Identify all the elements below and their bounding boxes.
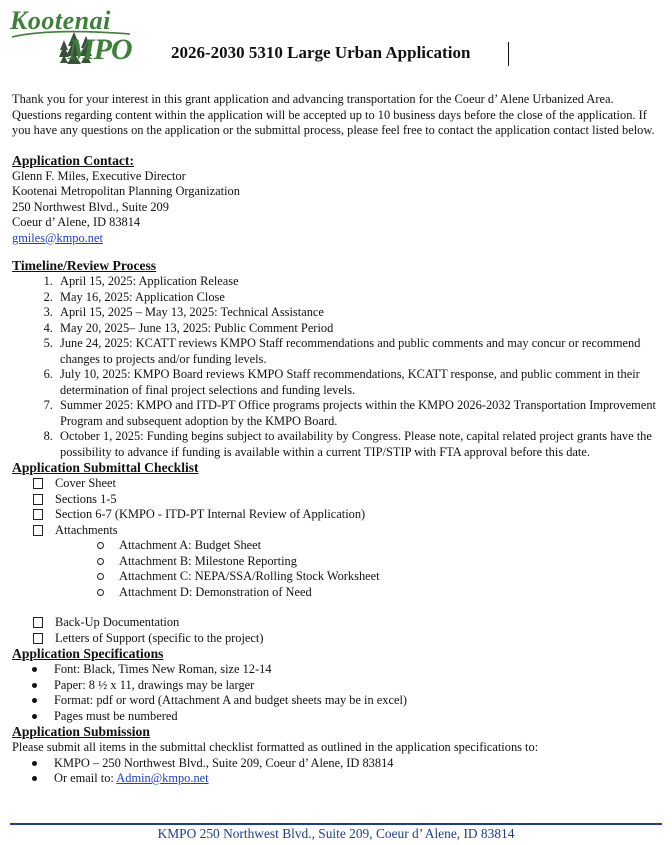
contact-org: Kootenai Metropolitan Planning Organization bbox=[12, 184, 240, 198]
contact-heading: Application Contact: bbox=[12, 152, 134, 168]
checkbox-icon[interactable] bbox=[33, 478, 43, 489]
submission-heading: Application Submission bbox=[12, 724, 150, 739]
contact-address-1: 250 Northwest Blvd., Suite 209 bbox=[12, 199, 169, 214]
contact-address-2: Coeur d’ Alene, ID 83814 bbox=[12, 215, 141, 229]
attachments-list bbox=[97, 538, 662, 600]
submission-list bbox=[12, 756, 662, 787]
checklist-section bbox=[12, 460, 662, 646]
circle-bullet-icon bbox=[97, 542, 104, 549]
checkbox-icon[interactable] bbox=[33, 494, 43, 505]
timeline-item: 8. October 1, 2025: Funding begins subject to availability by Congress. Please note, capital related project grants have the possibility to advance if funding is available within a current TIP/STIP with FTA approval before this date. bbox=[56, 429, 662, 460]
timeline-list bbox=[12, 274, 662, 460]
checklist-item: Sections 1-5 bbox=[33, 492, 662, 508]
checklist-list-after bbox=[12, 615, 662, 646]
contact-name: Glenn F. Miles, Executive Director bbox=[12, 168, 186, 183]
document-body bbox=[12, 92, 662, 787]
bullet-icon bbox=[32, 698, 37, 703]
checklist-item: Cover Sheet bbox=[33, 476, 662, 492]
circle-bullet-icon bbox=[97, 558, 104, 565]
kmpo-logo bbox=[10, 6, 138, 64]
specs-list bbox=[12, 662, 662, 724]
bullet-icon bbox=[32, 776, 37, 781]
checklist-item: Letters of Support (specific to the project) bbox=[33, 631, 662, 647]
checklist-heading: Application Submittal Checklist bbox=[12, 460, 199, 475]
page-title: 2026-2030 5310 Large Urban Application bbox=[171, 43, 471, 62]
bullet-icon bbox=[32, 761, 37, 766]
checkbox-icon[interactable] bbox=[33, 617, 43, 628]
admin-email-link[interactable]: Admin@kmpo.net bbox=[116, 771, 209, 785]
submission-section bbox=[12, 724, 662, 787]
bullet-icon bbox=[32, 683, 37, 688]
submission-item: Or email to: Admin@kmpo.net bbox=[32, 771, 662, 787]
timeline-item: 7. Summer 2025: KMPO and ITD-PT Office programs projects within the KMPO 2026-2032 Transportation Improvement Program and subsequent adoption by the KMPO Board. bbox=[56, 398, 662, 429]
attachment-item: Attachment A: Budget Sheet bbox=[97, 538, 662, 554]
bullet-icon bbox=[32, 667, 37, 672]
contact-email-link[interactable]: gmiles@kmpo.net bbox=[12, 230, 103, 245]
bullet-icon bbox=[32, 714, 37, 719]
footer-divider bbox=[10, 823, 662, 825]
specs-heading: Application Specifications bbox=[12, 646, 164, 661]
intro-paragraph: Thank you for your interest in this grant application and advancing transportation for the Coeur d’ Alene Urbanized Area. Questions regarding content within the application will be accepted up to 10 business days before the close of the application. If you have any questions on the application or the submittal process, please feel free to contact the application contact listed below. bbox=[12, 92, 655, 137]
checkbox-icon[interactable] bbox=[33, 525, 43, 536]
attachment-item: Attachment D: Demonstration of Need bbox=[97, 585, 662, 601]
checklist-item: Section 6-7 (KMPO - ITD-PT Internal Review of Application) bbox=[33, 507, 662, 523]
logo-mpo-text: MPO bbox=[68, 33, 132, 66]
spec-item: Font: Black, Times New Roman, size 12-14 bbox=[32, 662, 662, 678]
checklist-item: Back-Up Documentation bbox=[33, 615, 662, 631]
checkbox-icon[interactable] bbox=[33, 509, 43, 520]
timeline-item: 3. April 15, 2025 – May 13, 2025: Technical Assistance bbox=[56, 305, 662, 321]
page-footer: KMPO 250 Northwest Blvd., Suite 209, Coeur d’ Alene, ID 83814 bbox=[157, 826, 515, 841]
spec-item: Pages must be numbered bbox=[32, 709, 662, 725]
timeline-item: 4. May 20, 2025– June 13, 2025: Public Comment Period bbox=[56, 321, 662, 337]
timeline-item: 1. April 15, 2025: Application Release bbox=[56, 274, 662, 290]
circle-bullet-icon bbox=[97, 589, 104, 596]
contact-section bbox=[12, 153, 662, 247]
timeline-item: 2. May 16, 2025: Application Close bbox=[56, 290, 662, 306]
text-cursor bbox=[508, 42, 509, 66]
spec-item: Format: pdf or word (Attachment A and budget sheets may be in excel) bbox=[32, 693, 662, 709]
attachment-item: Attachment B: Milestone Reporting bbox=[97, 554, 662, 570]
checklist-item: Attachments Attachment A: Budget Sheet Attachment B: Milestone Reporting Attachment C: NEPA/SSA/Rolling Stock Worksheet Attachment D: Demonstration of Need bbox=[33, 523, 662, 601]
specs-section bbox=[12, 646, 662, 724]
submission-item: KMPO – 250 Northwest Blvd., Suite 209, Coeur d’ Alene, ID 83814 bbox=[32, 756, 662, 772]
circle-bullet-icon bbox=[97, 573, 104, 580]
checkbox-icon[interactable] bbox=[33, 633, 43, 644]
timeline-item: 5. June 24, 2025: KCATT reviews KMPO Staff recommendations and public comments and may concur or recommend changes to projects and/or funding levels. bbox=[56, 336, 662, 367]
timeline-item: 6. July 10, 2025: KMPO Board reviews KMPO Staff recommendations, KCATT response, and public comment in their determination of final project selections and funding levels. bbox=[56, 367, 662, 398]
checklist-list bbox=[12, 476, 662, 600]
spec-item: Paper: 8 ½ x 11, drawings may be larger bbox=[32, 678, 662, 694]
timeline-heading: Timeline/Review Process bbox=[12, 258, 157, 273]
logo-kootenai-text: Kootenai bbox=[10, 6, 111, 35]
attachment-item: Attachment C: NEPA/SSA/Rolling Stock Worksheet bbox=[97, 569, 662, 585]
submission-text: Please submit all items in the submittal checklist formatted as outlined in the application specifications to: bbox=[12, 740, 539, 754]
timeline-section bbox=[12, 258, 662, 460]
